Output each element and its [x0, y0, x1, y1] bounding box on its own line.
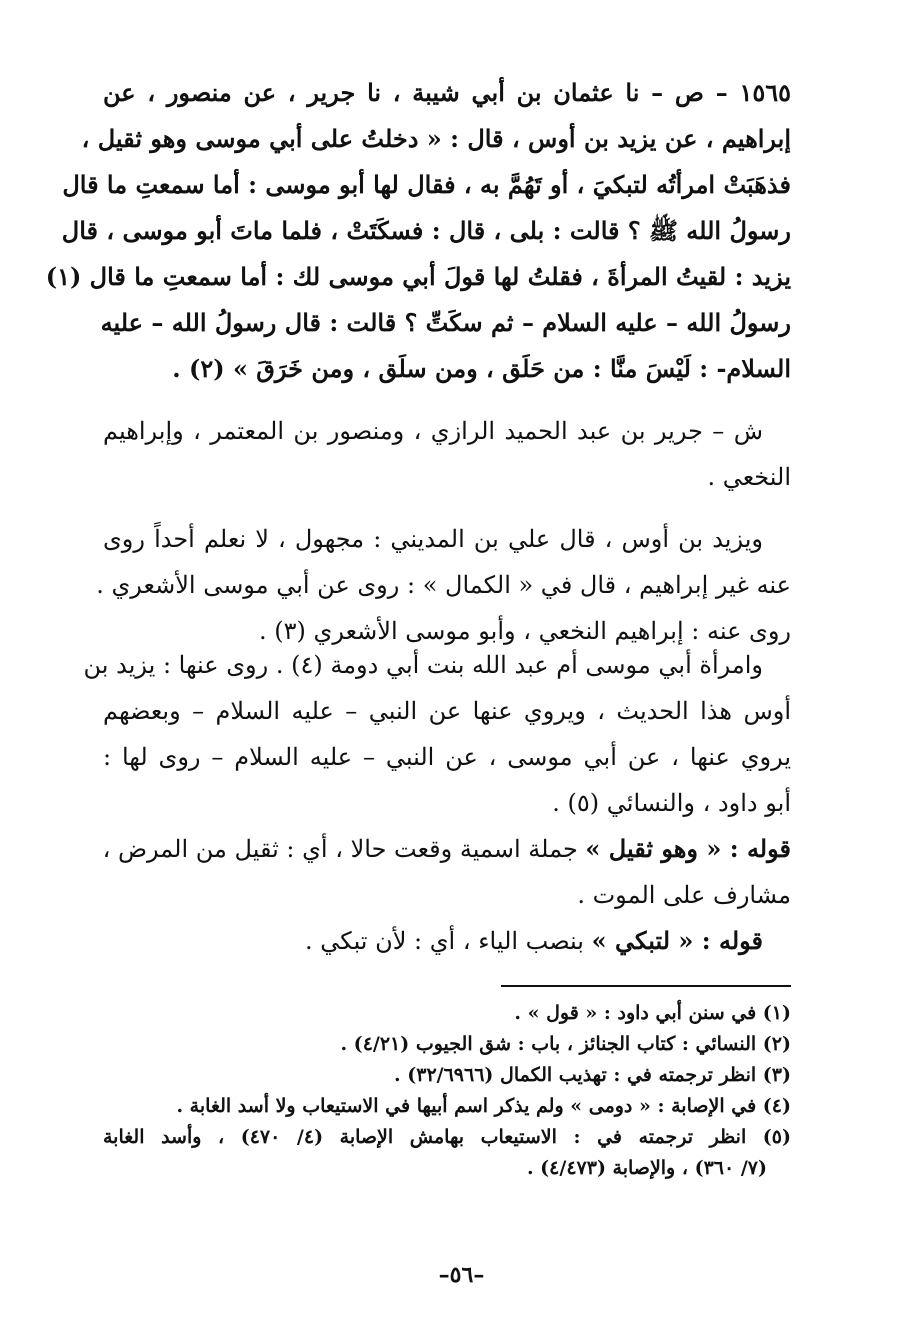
- commentary-line: روى عنه : إبراهيم النخعي ، وأبو موسى الأشعري (٣) .: [259, 617, 791, 645]
- page-number: –٥٦–: [438, 1262, 485, 1288]
- commentary-narrators: [103, 408, 791, 500]
- hadith-line: السلام- : لَيْسَ منَّا : من حَلَق ، ومن سلَق ، ومن خَرَقَ » (٢) .: [172, 354, 791, 383]
- commentary-weep: [103, 918, 791, 964]
- hadith-line: ١٥٦٥ – ص – نا عثمان بن أبي شيبة ، نا جرير ، عن منصور ، عن: [103, 78, 791, 107]
- commentary-line: عنه غير إبراهيم ، قال في « الكمال » : روى عن أبي موسى الأشعري .: [96, 571, 791, 599]
- footnote-item: (٣) انظر ترجمته في : تهذيب الكمال (٣٢/٦٩٦٦) .: [394, 1064, 791, 1086]
- hadith-line: فذهَبَتْ امرأتُه لتبكيَ ، أو تَهُمَّ به ، فقال لها أبو موسى : أما سمعتِ ما قال: [62, 170, 791, 199]
- hadith-line: إبراهيم ، عن يزيد بن أوس ، قال : « دخلتُ على أبي موسى وهو ثقيل ،: [81, 124, 791, 153]
- commentary-line: مشارف على الموت .: [577, 881, 791, 909]
- commentary-line: النخعي .: [707, 463, 791, 491]
- footnotes: [103, 998, 791, 1184]
- hadith-line: يزيد : لقيتُ المرأةَ ، فقلتُ لها قولَ أبي موسى لك : أما سمعتِ ما قال (١): [45, 262, 791, 291]
- commentary-heavy: [103, 826, 791, 918]
- explanation-text: جملة اسمية وقعت حالا ، أي : ثقيل من المرض ،: [102, 835, 586, 863]
- commentary-line: وامرأة أبي موسى أم عبد الله بنت أبي دومة (٤) . روى عنها : يزيد بن: [83, 651, 763, 679]
- footnote-item: (٤) في الإصابة : « دومى » ولم يذكر اسم أبيها في الاستيعاب ولا أسد الغابة .: [176, 1095, 791, 1117]
- commentary-line: [103, 826, 791, 872]
- footnote-item: (١) في سنن أبي داود : « قول » .: [514, 1002, 791, 1024]
- footnote-continuation: (٧/ ٣٦٠) ، والإصابة (٤/٤٧٣) .: [526, 1157, 767, 1179]
- hadith-line: رسولُ الله – عليه السلام – ثم سكَتِّ ؟ قالت : قال رسولُ الله – عليه: [100, 308, 791, 337]
- hadith-text: [45, 70, 791, 392]
- commentary-line: ويزيد بن أوس ، قال علي بن المديني : مجهول ، لا نعلم أحداً روى: [103, 525, 763, 553]
- explanation-text: بنصب الياء ، أي : لأن تبكي .: [305, 927, 592, 955]
- commentary-line: [103, 918, 791, 964]
- commentary-wife: [83, 642, 791, 826]
- quoted-phrase: قوله : « لتبكي »: [591, 926, 763, 955]
- footnote-item: (٥) انظر ترجمته في : الاستيعاب بهامش الإصابة (٤/ ٤٧٠) ، وأسد الغابة: [103, 1126, 792, 1148]
- commentary-line: يروي عنها ، عن أبي موسى ، عن النبي – عليه السلام – روى لها :: [103, 743, 791, 771]
- footnote-item: (٢) النسائي : كتاب الجنائز ، باب : شق الجيوب (٤/٢١) .: [340, 1033, 791, 1055]
- commentary-line: ش – جرير بن عبد الحميد الرازي ، ومنصور بن المعتمر ، وإبراهيم: [103, 417, 763, 445]
- commentary-line: أوس هذا الحديث ، ويروي عنها عن النبي – عليه السلام – وبعضهم: [103, 697, 791, 725]
- quoted-phrase: قوله : « وهو ثقيل »: [585, 834, 791, 863]
- hadith-line: رسولُ الله ﷺ ؟ قالت : بلى ، قال : فسكَتَتْ ، فلما ماتَ أبو موسى ، قال: [61, 216, 791, 245]
- footnote-divider: [501, 985, 791, 987]
- commentary-yazid: [96, 516, 791, 654]
- commentary-line: أبو داود ، والنسائي (٥) .: [552, 789, 791, 817]
